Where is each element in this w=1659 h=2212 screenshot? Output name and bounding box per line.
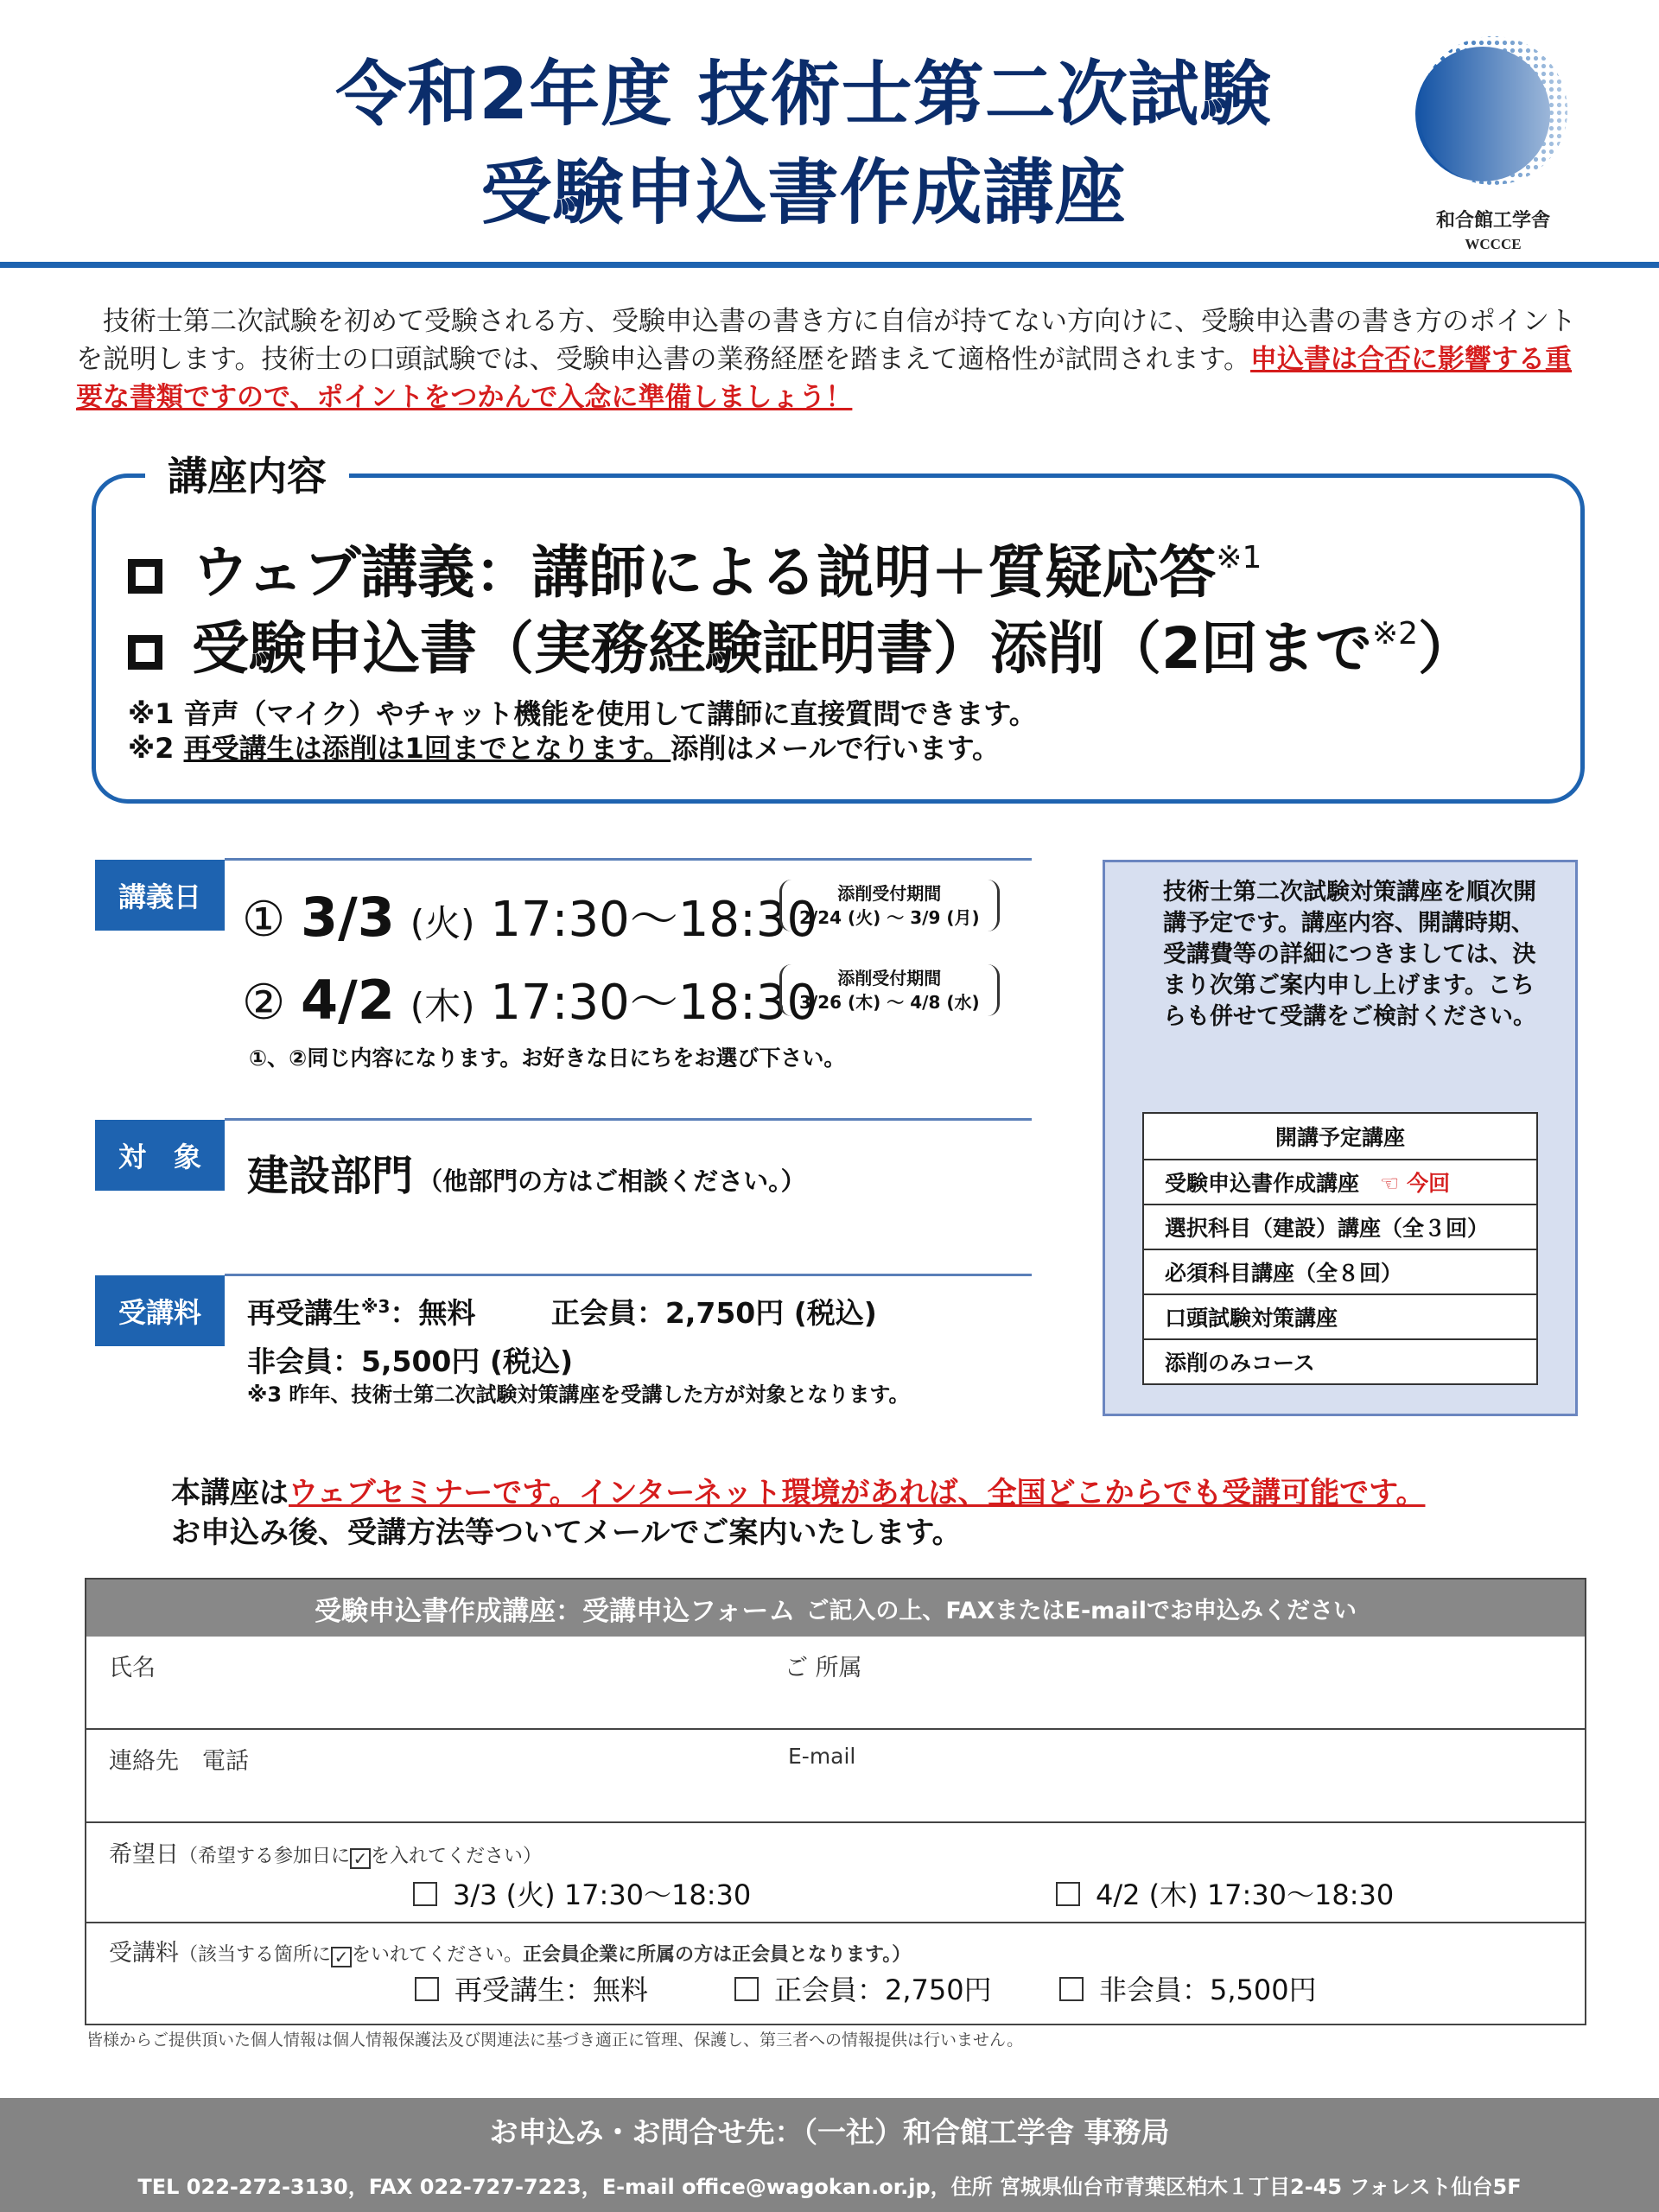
logo-globe-icon [1415,31,1571,195]
fee-rule [225,1274,1032,1276]
fee-option-member[interactable]: 正会員：2,750円 [734,1968,992,2008]
content-note-2: ※2 再受講生は添削は1回までとなります。添削はメールで行います。 [128,732,1001,765]
web-seminar-notice: 本講座はウェブセミナーです。インターネット環境があれば、全国どこからでも受講可能です。 お申込み後、受講方法等ついてメールでご案内いたします。 [171,1476,1426,1550]
phone-field[interactable]: 連絡先 電話 [109,1748,249,1775]
course-row: 添削のみコース [1144,1338,1536,1383]
schedule-date-2: ② 4/2 (木) 17:30〜18:30 [242,969,818,1032]
fee-select-label: 受講料（該当する箇所に ✓ をいれてください。正会員企業に所属の方は正会員となります。） [109,1940,912,1967]
schedule-note: ①、②同じ内容になります。お好きな日にちをお選び下さい。 [249,1046,846,1071]
schedule-rule [225,858,1032,861]
content-item-web-lecture: ウェブ講義：講師による説明＋質疑応答$^{※1}$ [128,524,1262,607]
schedule-label: 講義日 [95,860,225,931]
target-rule [225,1118,1032,1121]
date-option-1[interactable]: 3/3 (火) 17:30〜18:30 [413,1873,751,1913]
fee-line-1: 再受講生$^{※3}$：無料 正会員：2,750円 (税込) [247,1296,877,1330]
form-divider [86,1728,1585,1730]
logo [1415,31,1571,256]
checkmark-icon: ✓ [350,1848,371,1869]
correction-period-2: 添削受付期間 3/26 (木) 〜 4/8 (水) [779,964,1000,1016]
fee-option-nonmember[interactable]: 非会員：5,500円 [1059,1968,1317,2008]
target-text: 建設部門 （他部門の方はご相談ください。） [247,1152,806,1200]
course-row: 必須科目講座（全８回） [1144,1249,1536,1294]
email-field[interactable]: E-mail [788,1744,856,1769]
fee-label: 受講料 [95,1275,225,1346]
upcoming-courses-header: 開講予定講座 [1274,1125,1405,1150]
fee-note: ※3 昨年、技術士第二次試験対策講座を受講した方が対象となります。 [247,1382,910,1407]
square-bullet-icon [128,635,162,670]
checkbox[interactable] [415,1977,439,2001]
affiliation-field[interactable]: ご 所属 [785,1655,862,1681]
name-field[interactable]: 氏名 [109,1655,156,1681]
upcoming-courses-text: 技術士第二次試験対策講座を順次開講予定です。講座内容、開講時期、受講費等の詳細につきましては、決まり次第ご案内申し上げます。こちらも併せて受講をご検討ください。 [1163,879,1536,1030]
logo-name: 和合館工学舎 [1435,210,1550,232]
course-row: 口頭試験対策講座 [1144,1294,1536,1338]
pointing-hand-icon: ☜ [1380,1171,1400,1196]
preferred-date-label: 希望日（希望する参加日に ✓ を入れてください） [109,1841,543,1869]
intro-paragraph [76,302,1580,416]
course-row: 受験申込書作成講座 ☜ 今回 [1144,1159,1536,1204]
form-divider [86,1821,1585,1823]
correction-period-1: 添削受付期間 2/24 (火) 〜 3/9 (月) [779,880,1000,931]
course-row: 選択科目（建設）講座（全３回） [1144,1204,1536,1249]
intro-emphasis: 申込書は合否に影響する重要な書類ですので、ポイントをつかんで入念に準備しましょう！ [76,344,1573,413]
page-title-line2: 受験申込書作成講座 [480,152,1127,234]
privacy-notice: 皆様からご提供頂いた個人情報は個人情報保護法及び関連法に基づき適正に管理、保護し、第三者への情報提供は行いません。 [86,2031,1024,2050]
page-title-line1: 令和2年度 技術士第二次試験 [335,54,1272,136]
checkbox[interactable] [734,1977,759,2001]
date-option-2[interactable]: 4/2 (木) 17:30〜18:30 [1056,1873,1394,1913]
form-header: 受験申込書作成講座：受講申込フォーム ご記入の上、FAXまたはE-mailでお申込みください [86,1580,1585,1637]
header-divider [0,262,1659,268]
footer [0,2098,1659,2212]
upcoming-courses-table [1142,1112,1538,1385]
checkbox[interactable] [413,1882,437,1906]
fee-option-repeat[interactable]: 再受講生：無料 [415,1968,648,2008]
content-note-1: ※1 音声（マイク）やチャット機能を使用して講師に直接質問できます。 [128,697,1037,730]
square-bullet-icon [128,559,162,594]
checkbox[interactable] [1056,1882,1080,1906]
form-divider [86,1922,1585,1923]
content-item-correction: 受験申込書（実務経験証明書）添削（2回まで$^{※2}$） [128,600,1475,683]
course-content-title: 講座内容 [145,445,349,502]
checkbox[interactable] [1059,1977,1084,2001]
footer-contact-details: TEL 022-272-3130，FAX 022-727-7223，E-mail office@wagokan.or.jp，住所 宮城県仙台市青葉区柏木１丁目2-45 フォレスト仙台5F [137,2175,1522,2199]
target-label: 対 象 [95,1120,225,1191]
footer-contact-title: お申込み・お問合せ先：（一社）和合館工学舎 事務局 [489,2115,1170,2149]
intro-text: 技術士第二次試験を初めて受験される方、受験申込書の書き方に自信が持てない方向けに、受験申込書の書き方のポイントを説明します。技術士の口頭試験では、受験申込書の業務経歴を踏まえて適格性が試問されます。 [76,306,1576,375]
fee-line-2: 非会員：5,500円 (税込) [247,1344,574,1378]
checkmark-icon: ✓ [331,1947,352,1967]
logo-abbr: WCCCE [1465,236,1522,252]
schedule-date-1: ① 3/3 (火) 17:30〜18:30 [242,886,818,949]
